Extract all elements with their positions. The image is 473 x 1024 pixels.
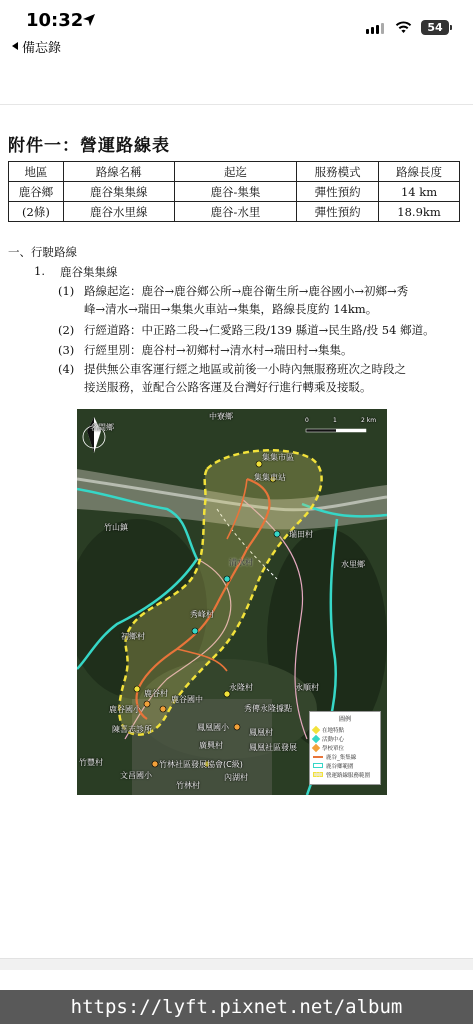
map-label-jiji-station: 集集車站 [254,473,286,482]
wifi-icon [395,21,412,34]
scale-label-0: 0 [305,417,309,424]
subsection-title: 鹿谷集集線 [60,265,118,279]
header-route-length: 路線長度 [379,162,460,182]
mode-cell: 彈性預約 [297,202,379,222]
table-header-row [9,162,460,182]
watermark-url: https://lyft.pixnet.net/album [70,996,403,1018]
legend-item [313,752,377,761]
back-button[interactable] [12,38,61,54]
map-label-zhulin: 竹林村 [176,781,200,790]
map-label-neihu: 內湖村 [224,773,248,782]
map-legend [309,711,381,785]
map-label-wenchang: 文昌國小 [120,771,152,780]
item-number: (1) [58,284,75,298]
legend-label: 學校單位 [322,745,345,752]
table-row [9,182,460,202]
table-row [9,202,460,222]
legend-item [313,743,377,752]
mode-cell: 彈性預約 [297,182,379,202]
item-line: 峰→清水→瑞田→集集火車站→集集，路線長度約 14km。 [84,302,378,316]
page-bottom-divider [0,958,473,970]
legend-label: 活動中心 [322,736,345,743]
route-item [58,341,468,359]
header-service-mode: 服務模式 [297,162,379,182]
legend-item [313,734,377,743]
route-item [58,360,468,396]
cellular-signal-icon [366,23,384,34]
map-label-fenghuang-association: 鳳凰社區發展 [249,743,297,752]
map-label-yonglong: 永隆村 [229,683,253,692]
item-line: 行經里別：鹿谷村→初鄉村→清水村→瑞田村→集集。 [84,343,353,357]
scale-label-1: 1 [333,417,337,424]
item-line: 接送服務，並配合公路客運及台灣好行進行轉乘及接駁。 [84,380,372,394]
route-map [77,409,387,795]
divider [0,104,473,105]
legend-item [313,761,377,770]
legend-label: 在地特點 [322,727,345,734]
range-cell: 鹿谷-集集 [174,182,297,202]
item-number: (3) [58,343,75,357]
range-cell: 鹿谷-水里 [174,202,297,222]
header-range: 起迄 [174,162,297,182]
legend-label: 鹿谷_集集線 [326,754,357,761]
map-label-shuili: 水里鄉 [341,560,365,569]
legend-item [313,770,377,779]
route-name-cell: 鹿谷集集線 [63,182,174,202]
legend-title: 圖例 [338,716,351,723]
map-label-qingshui: 清水村 [229,558,253,567]
back-label: 備忘錄 [22,40,62,56]
map-label-chuxiang: 初鄉村 [121,632,145,641]
status-time: 10:32 [26,10,84,31]
header-route-name: 路線名稱 [63,162,174,182]
route-item [58,282,468,318]
area-cell-line2: (2條) [9,202,64,222]
route-name-cell: 鹿谷水里線 [63,202,174,222]
scale-label-2: 2 km [361,417,377,424]
map-label-xiufeng: 秀峰村 [190,610,214,619]
map-label-guangxing: 廣興村 [199,741,223,750]
status-bar [0,0,473,36]
length-cell: 14 km [379,182,460,202]
battery-indicator: 54 [421,20,449,35]
item-line: 提供無公車客運行經之地區或前後一小時內無服務班次之時段之 [84,362,406,376]
legend-label: 營運路線服務範圍 [326,772,371,779]
item-line: 行經道路：中正路二段→仁愛路三段/139 縣道→民生路/投 54 鄉道。 [84,323,435,337]
map-label-fenghuang-village: 鳳凰村 [249,728,273,737]
map-label-yongshun: 永順村 [295,683,319,692]
map-label-ruitian: 瑞田村 [289,530,313,539]
area-cell-line1: 鹿谷鄉 [9,182,64,202]
map-label-lugu-elementary: 鹿谷國小 [109,705,141,714]
map-label-fenghuang-elementary: 鳳凰國小 [197,723,229,732]
item-number: (4) [58,362,75,376]
battery-tip-icon [450,25,452,30]
map-label-chen-clinic: 陳喜志診所 [112,725,152,734]
item-line: 路線起迄：鹿谷→鹿谷鄉公所→鹿谷衛生所→鹿谷國小→初鄉→秀 [84,284,409,298]
map-label-zhufeng: 竹豐村 [79,758,103,767]
map-label-jiji-market: 集集市區 [262,453,294,462]
map-label-lugu-village: 鹿谷村 [144,689,168,698]
map-label-mingjian: 名間鄉 [90,423,114,432]
header-area: 地區 [9,162,64,182]
map-label-xiuchuan: 秀傳永隆據點 [244,704,292,713]
item-number: (2) [58,323,75,337]
location-arrow-icon [82,13,96,27]
legend-item [313,725,377,734]
map-label-zhulin-association: 竹林社區發展協會(C級) [159,760,243,769]
map-label-lugu-junior-high: 鹿谷國中 [171,695,203,704]
length-cell: 18.9km [379,202,460,222]
route-table [8,161,460,222]
map-label-zhongliao: 中寮鄉 [209,412,233,421]
back-triangle-icon [12,42,18,50]
route-item [58,321,468,339]
map-label-zhushan: 竹山鎮 [104,523,128,532]
section-title: 一、行駛路線 [8,245,77,259]
document-title: 附件一：營運路線表 [8,136,170,156]
subsection-number: 1. [34,264,45,278]
legend-label: 鹿谷鄉範圍 [326,763,354,770]
